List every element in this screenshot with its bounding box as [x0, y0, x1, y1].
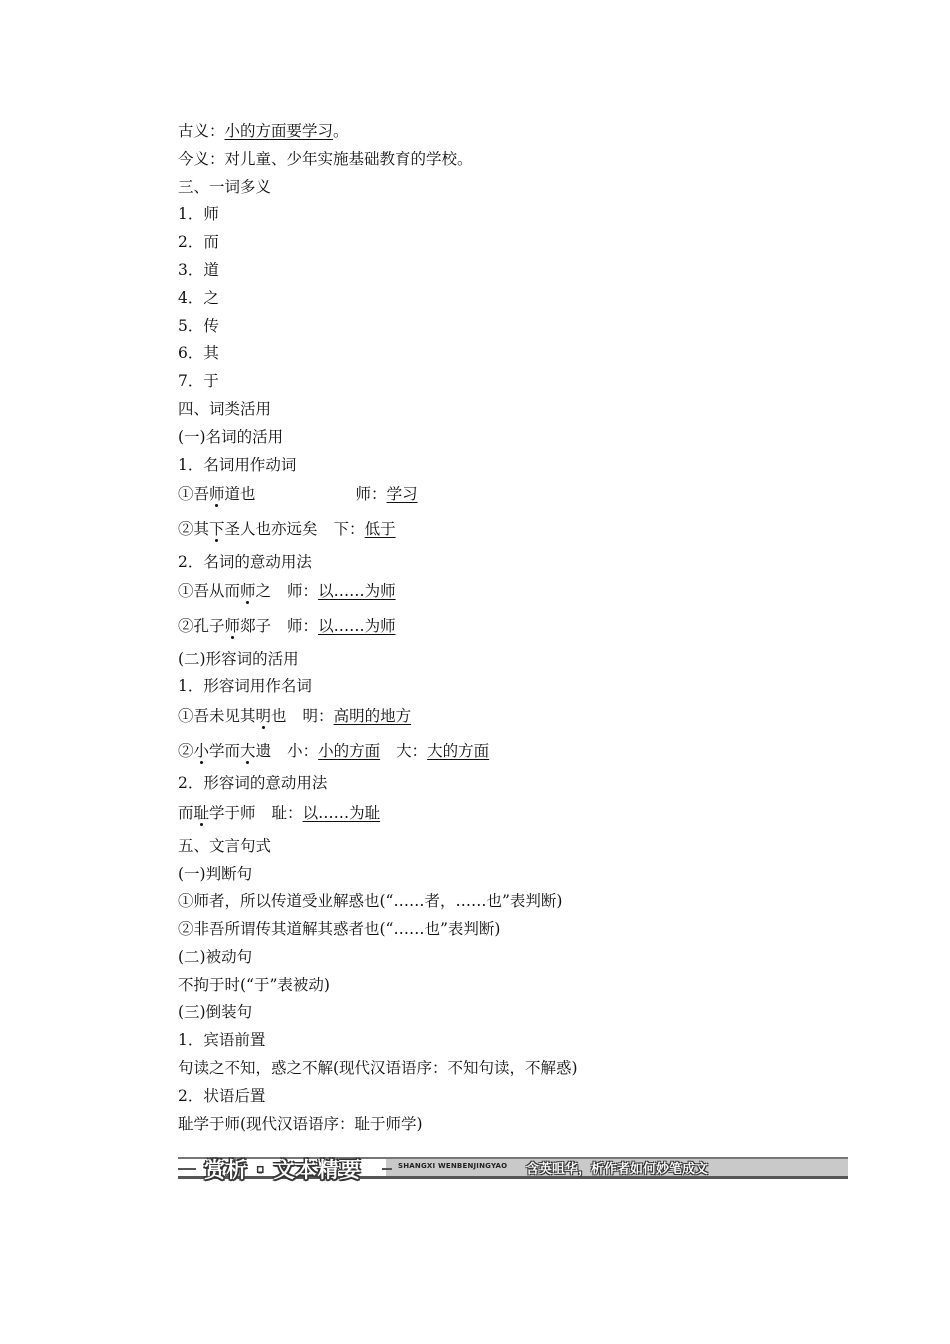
dotted-char: 明 — [255, 707, 272, 726]
dotted-char: 耻 — [193, 804, 210, 823]
section-heading: 三、一词多义 — [178, 177, 272, 196]
text: 之 — [255, 582, 272, 601]
answer: 以……为师 — [318, 582, 396, 601]
text: ②孔子 — [178, 616, 225, 635]
text: 学而 — [209, 741, 241, 760]
text: 道也 — [224, 485, 256, 504]
section-banner — [178, 1156, 848, 1180]
label: 大： — [396, 741, 428, 760]
dotted-char: 师 — [240, 582, 256, 601]
subsection-heading: (二)形容词的活用 — [178, 649, 299, 668]
text: 也 — [271, 707, 287, 726]
section-heading: 五、文言句式 — [178, 836, 272, 855]
list-item: 2．而 — [178, 233, 219, 252]
text: ②其 — [178, 519, 210, 538]
answer: 以……为耻 — [302, 804, 381, 823]
punct: 。 — [333, 122, 349, 140]
example-line: 不拘于时(“于”表被动) — [178, 975, 330, 994]
list-item: 7．于 — [178, 372, 219, 391]
text: ①吾未见其 — [178, 707, 256, 726]
banner-slogan: 含英咀华，析作者如何妙笔成文 — [526, 1162, 709, 1177]
list-item: 1．名词用作动词 — [178, 455, 297, 474]
text: ①吾 — [178, 485, 210, 504]
list-item: 1．宾语前置 — [178, 1031, 266, 1050]
list-item: 2．形容词的意动用法 — [178, 774, 328, 793]
text-line: 今义：对儿童、少年实施基础教育的学校。 — [178, 149, 473, 168]
example-line: 耻学于师(现代汉语语序：耻于师学) — [178, 1114, 423, 1133]
list-item: 5．传 — [178, 316, 219, 335]
dotted-char: 师 — [224, 616, 241, 635]
list-item: 3．道 — [178, 260, 219, 279]
text: 郯子 — [240, 616, 272, 635]
document-body — [178, 118, 858, 1138]
answer: 小的方面 — [318, 741, 381, 760]
banner-title: 赏析 · 文本精要 — [204, 1158, 362, 1182]
example-line — [178, 479, 858, 514]
banner-tick — [382, 1168, 392, 1170]
label: 明： — [302, 707, 334, 726]
example-line — [178, 736, 858, 771]
example-line: ①师者，所以传道受业解惑也(“……者，……也”表判断) — [178, 892, 563, 911]
dotted-char: 师 — [209, 485, 225, 504]
label: 师： — [355, 485, 387, 504]
list-item: 2．状语后置 — [178, 1086, 266, 1105]
example-line: ②非吾所谓传其道解其惑者也(“……也”表判断) — [178, 920, 501, 939]
example-line — [178, 514, 858, 549]
label: 下： — [333, 519, 365, 538]
section-heading: 四、词类活用 — [178, 399, 272, 418]
answer: 低于 — [364, 519, 396, 538]
subsection-heading: (三)倒装句 — [178, 1003, 253, 1022]
list-item: 1．形容词用作名词 — [178, 677, 312, 696]
label: 师： — [287, 616, 319, 635]
list-item: 1．师 — [178, 205, 219, 224]
example-line — [178, 798, 858, 833]
dotted-char: 小 — [193, 741, 210, 760]
text-line — [178, 118, 858, 146]
example-line — [178, 701, 858, 736]
list-item: 2．名词的意动用法 — [178, 552, 312, 571]
subsection-heading: (一)名词的活用 — [178, 427, 284, 446]
label: 古义： — [178, 122, 225, 140]
banner-tick — [178, 1168, 196, 1170]
banner-pinyin: SHANGXI WENBENJINGYAO — [398, 1162, 508, 1170]
example-line — [178, 576, 858, 611]
label: 师： — [287, 582, 319, 601]
answer: 以……为师 — [318, 616, 396, 635]
list-item: 6．其 — [178, 344, 219, 363]
text: 圣人也亦远矣 — [224, 519, 318, 538]
text: ② — [178, 741, 194, 760]
dotted-char: 下 — [209, 519, 225, 538]
text: 而 — [178, 804, 194, 823]
list-item: 4．之 — [178, 288, 219, 307]
answer: 高明的地方 — [333, 707, 412, 726]
dotted-char: 大 — [240, 741, 256, 760]
subsection-heading: (一)判断句 — [178, 864, 253, 883]
example-line: 句读之不知，惑之不解(现代汉语语序：不知句读，不解惑) — [178, 1059, 578, 1078]
text: ①吾从而 — [178, 582, 241, 601]
label: 耻： — [271, 804, 303, 823]
answer: 学习 — [386, 485, 418, 504]
label: 小： — [287, 741, 319, 760]
subsection-heading: (二)被动句 — [178, 947, 253, 966]
text: 学于师 — [209, 804, 256, 823]
text: 遗 — [255, 741, 272, 760]
answer: 小的方面要学习 — [224, 122, 334, 140]
answer: 大的方面 — [427, 741, 490, 760]
example-line — [178, 611, 858, 646]
